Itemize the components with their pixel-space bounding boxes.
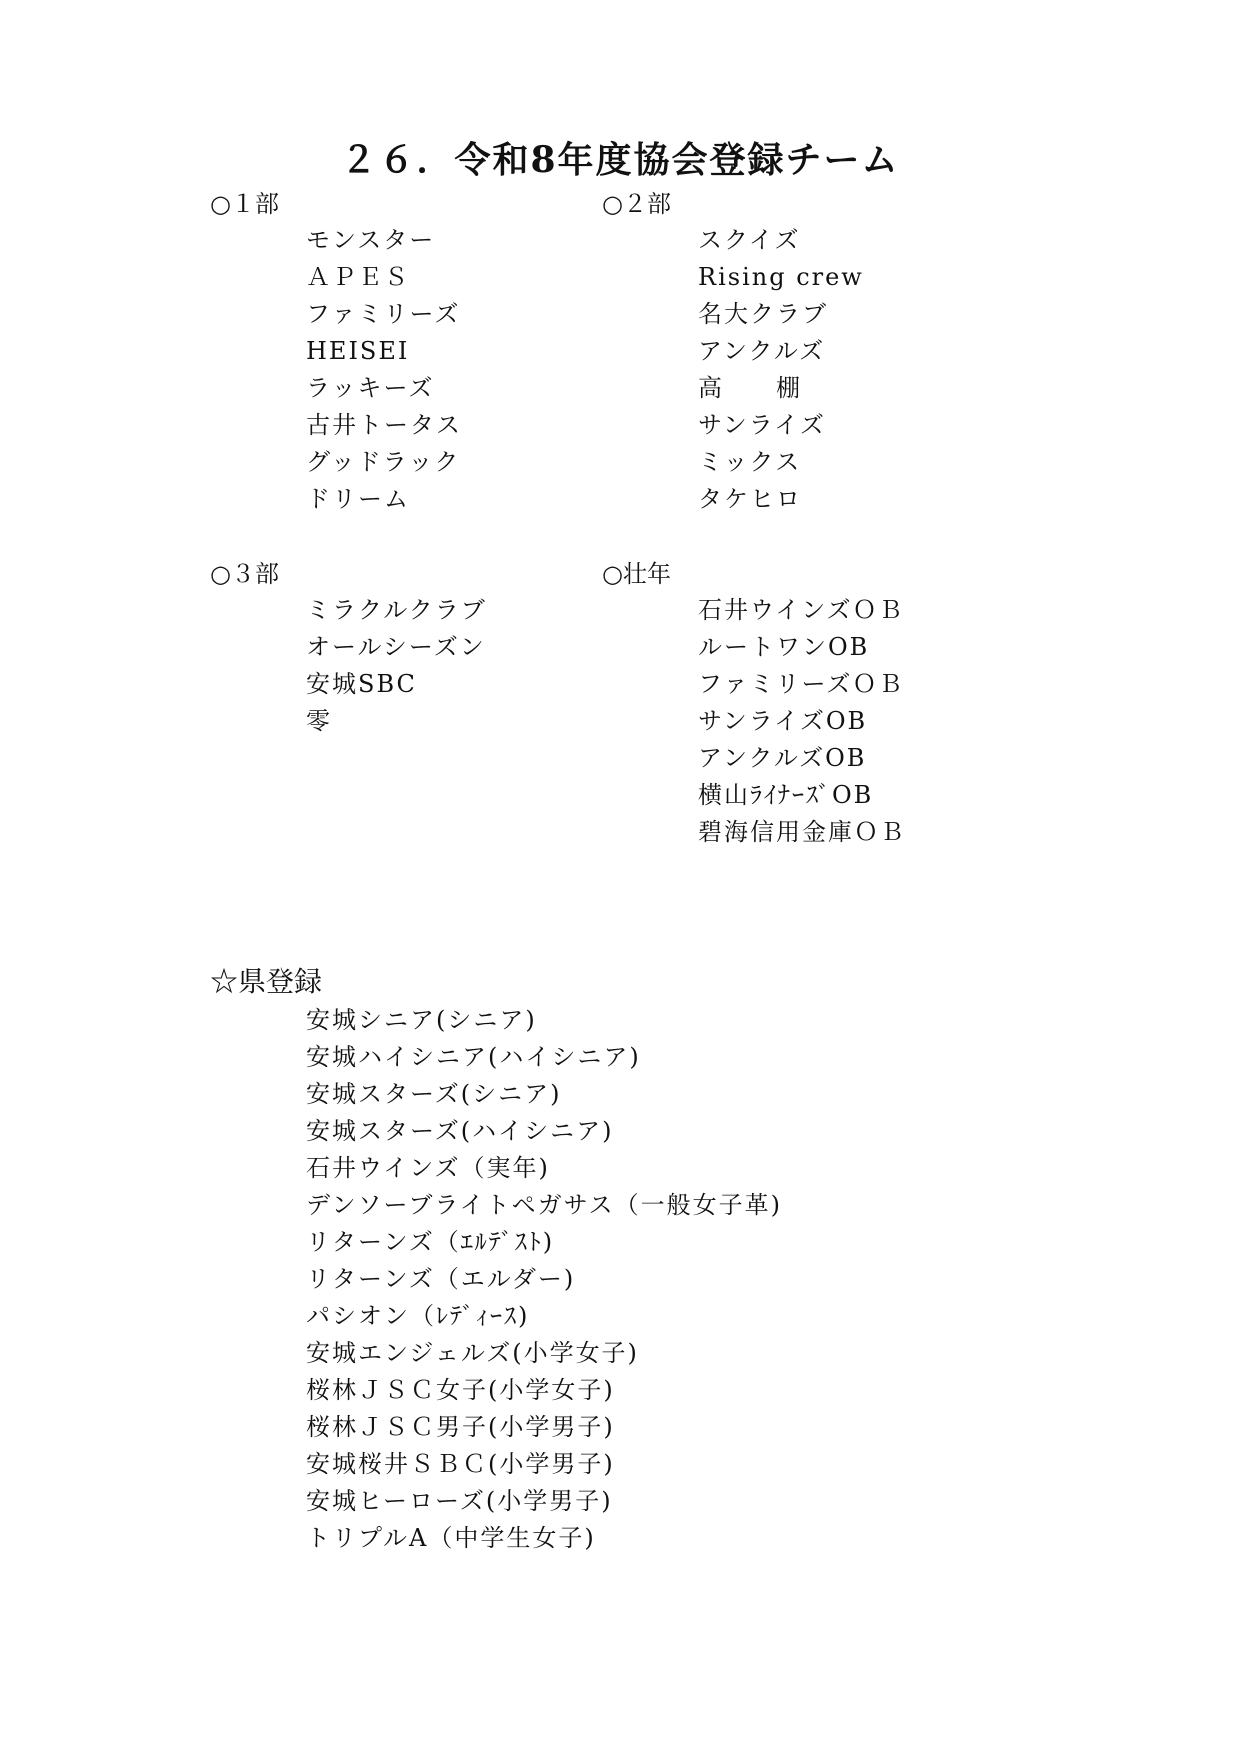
team-name: 桜林ＪＳＣ女子(小学女子) [306,1376,615,1404]
senior-team-list [602,592,1122,851]
team-name: 桜林ＪＳＣ男子(小学男子) [306,1413,615,1441]
team-name: ミラクルクラブ [306,596,487,624]
team-name: アンクルズOB [698,744,867,772]
team-name: 安城ハイシニア(ハイシニア) [306,1043,641,1071]
team-name: 安城エンジェルズ(小学女子) [306,1339,639,1367]
team-name: リターンズ（ｴﾙﾃﾞｽﾄ) [306,1228,555,1256]
prefecture-registration-section [210,962,910,1557]
team-name: サンライズOB [698,707,868,735]
team-name: 安城ヒーローズ(小学男子) [306,1487,613,1515]
team-name: ミックス [698,448,802,476]
team-name: 安城スターズ(ハイシニア) [306,1117,614,1145]
division-3-heading: ○３部 [210,560,279,588]
team-name: 碧海信用金庫ＯＢ [698,818,906,846]
team-name: 横山ﾗｲﾅｰｽﾞOB [698,781,874,809]
team-name: トリプルA（中学生女子) [306,1524,596,1552]
team-name: 安城シニア(シニア) [306,1006,537,1034]
team-name: モンスター [306,226,436,254]
prefecture-team-list [210,1002,910,1557]
team-name: オールシーズン [306,633,486,661]
team-name: タケヒロ [698,485,802,513]
team-name: HEISEI [306,337,410,365]
team-name: 高 棚 [698,374,802,402]
team-name: デンソーブライトペガサス（一般女子革) [306,1191,783,1219]
team-name: ＡＰＥＳ [306,263,410,291]
team-name: パシオン（ﾚﾃﾞｨｰｽ) [306,1302,530,1330]
division-2-team-list [602,222,1122,518]
team-name: ルートワンOB [698,633,870,661]
division-2-section [602,186,1122,518]
prefecture-registration-heading: ☆県登録 [210,965,323,998]
team-name: ドリーム [306,485,410,513]
senior-section [602,556,1122,851]
team-name: 安城スターズ(シニア) [306,1080,562,1108]
page-title: ２６．令和8年度協会登録チーム [340,139,900,182]
team-name: 石井ウインズＯＢ [698,596,905,624]
team-name: 名大クラブ [698,300,828,328]
team-name: ファミリーズＯＢ [698,670,905,698]
team-name: リターンズ（エルダー) [306,1265,576,1293]
team-name: 安城SBC [306,670,417,698]
team-name: 安城桜井ＳＢＣ(小学男子) [306,1450,615,1478]
division-2-heading: ○２部 [602,190,671,218]
division-1-heading: ○１部 [210,190,279,218]
team-name: グッドラック [306,448,461,476]
senior-heading: ○壮年 [602,560,671,588]
team-name: サンライズ [698,411,826,439]
team-name: アンクルズ [698,337,826,365]
team-name: 零 [306,707,332,735]
team-name: 古井トータス [306,411,462,439]
team-name: 石井ウインズ（実年) [306,1154,550,1182]
team-name: ファミリーズ [306,300,461,328]
team-name: スクイズ [698,226,801,254]
team-name: Rising crew [698,263,864,291]
team-name: ラッキーズ [306,374,435,402]
